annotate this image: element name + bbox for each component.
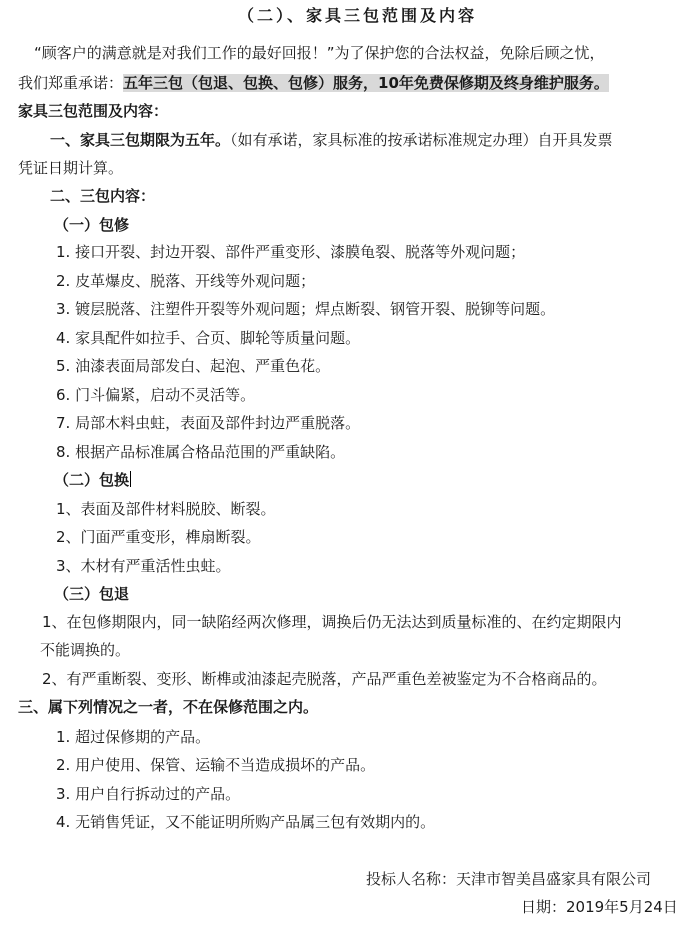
section-1: [50, 130, 613, 150]
return-item-2: 2、有严重断裂、变形、断榫或油漆起壳脱落，产品严重色差被鉴定为不合格商品的。: [42, 670, 607, 688]
intro-line-1: “顾客户的满意就是对我们工作的最好回报！”为了保护您的合法权益，免除后顾之忧，: [34, 44, 605, 62]
exclusion-item: 4. 无销售凭证，又不能证明所购产品属三包有效期内的。: [56, 813, 436, 831]
exchange-item: 3、木材有严重活性虫蛀。: [56, 557, 231, 575]
section-1-rest: （如有承诺，家具标准的按承诺标准规定办理）自开具发票: [230, 131, 613, 149]
section-3-heading: 三、属下列情况之一者，不在保修范围之内。: [18, 698, 319, 716]
exchange-item: 2、门面严重变形，榫扇断裂。: [56, 528, 261, 546]
intro-line-2: [18, 73, 609, 93]
exclusion-item: 2. 用户使用、保管、运输不当造成损坏的产品。: [56, 756, 376, 774]
repair-item: 4. 家具配件如拉手、合页、脚轮等质量问题。: [56, 329, 361, 347]
return-heading: （三）包退: [54, 585, 130, 603]
repair-item: 8. 根据产品标准属合格品范围的严重缺陷。: [56, 443, 346, 461]
repair-item: 6. 门斗偏紧，启动不灵活等。: [56, 386, 256, 404]
text-cursor: [130, 471, 131, 487]
repair-item: 3. 镀层脱落、注塑件开裂等外观问题；焊点断裂、钢管开裂、脱铆等问题。: [56, 300, 556, 318]
section-1-bold: 一、家具三包期限为五年。: [50, 131, 231, 149]
scope-heading: 家具三包范围及内容：: [18, 102, 169, 120]
exchange-item: 1、表面及部件材料脱胶、断裂。: [56, 500, 276, 518]
section-2-heading: 二、三包内容：: [50, 187, 156, 205]
exclusion-item: 1. 超过保修期的产品。: [56, 728, 211, 746]
bidder-signature: 投标人名称：天津市智美昌盛家具有限公司: [366, 870, 652, 888]
repair-item: 2. 皮革爆皮、脱落、开线等外观问题；: [56, 272, 316, 290]
return-item-1-cont: 不能调换的。: [40, 641, 131, 659]
exchange-heading: [54, 470, 131, 490]
intro-prefix: 我们郑重承诺：: [18, 74, 124, 92]
exclusion-item: 3. 用户自行拆动过的产品。: [56, 785, 241, 803]
exchange-heading-text: （二）包换: [54, 471, 130, 489]
repair-item: 5. 油漆表面局部发白、起泡、严重色花。: [56, 357, 331, 375]
repair-item: 1. 接口开裂、封边开裂、部件严重变形、漆膜龟裂、脱落等外观问题；: [56, 243, 526, 261]
repair-heading: （一）包修: [54, 216, 130, 234]
section-1-cont: 凭证日期计算。: [18, 159, 124, 177]
doc-title: （二）、家具三包范围及内容: [238, 6, 478, 25]
repair-item: 7. 局部木料虫蛀，表面及部件封边严重脱落。: [56, 414, 361, 432]
return-item-1: 1、在包修期限内，同一缺陷经两次修理，调换后仍无法达到质量标准的、在约定期限内: [42, 613, 622, 631]
commitment-highlight: 五年三包（包退、包换、包修）服务，10年免费保修期及终身维护服务。: [123, 74, 609, 92]
signature-date: 日期：2019年5月24日: [521, 898, 678, 916]
